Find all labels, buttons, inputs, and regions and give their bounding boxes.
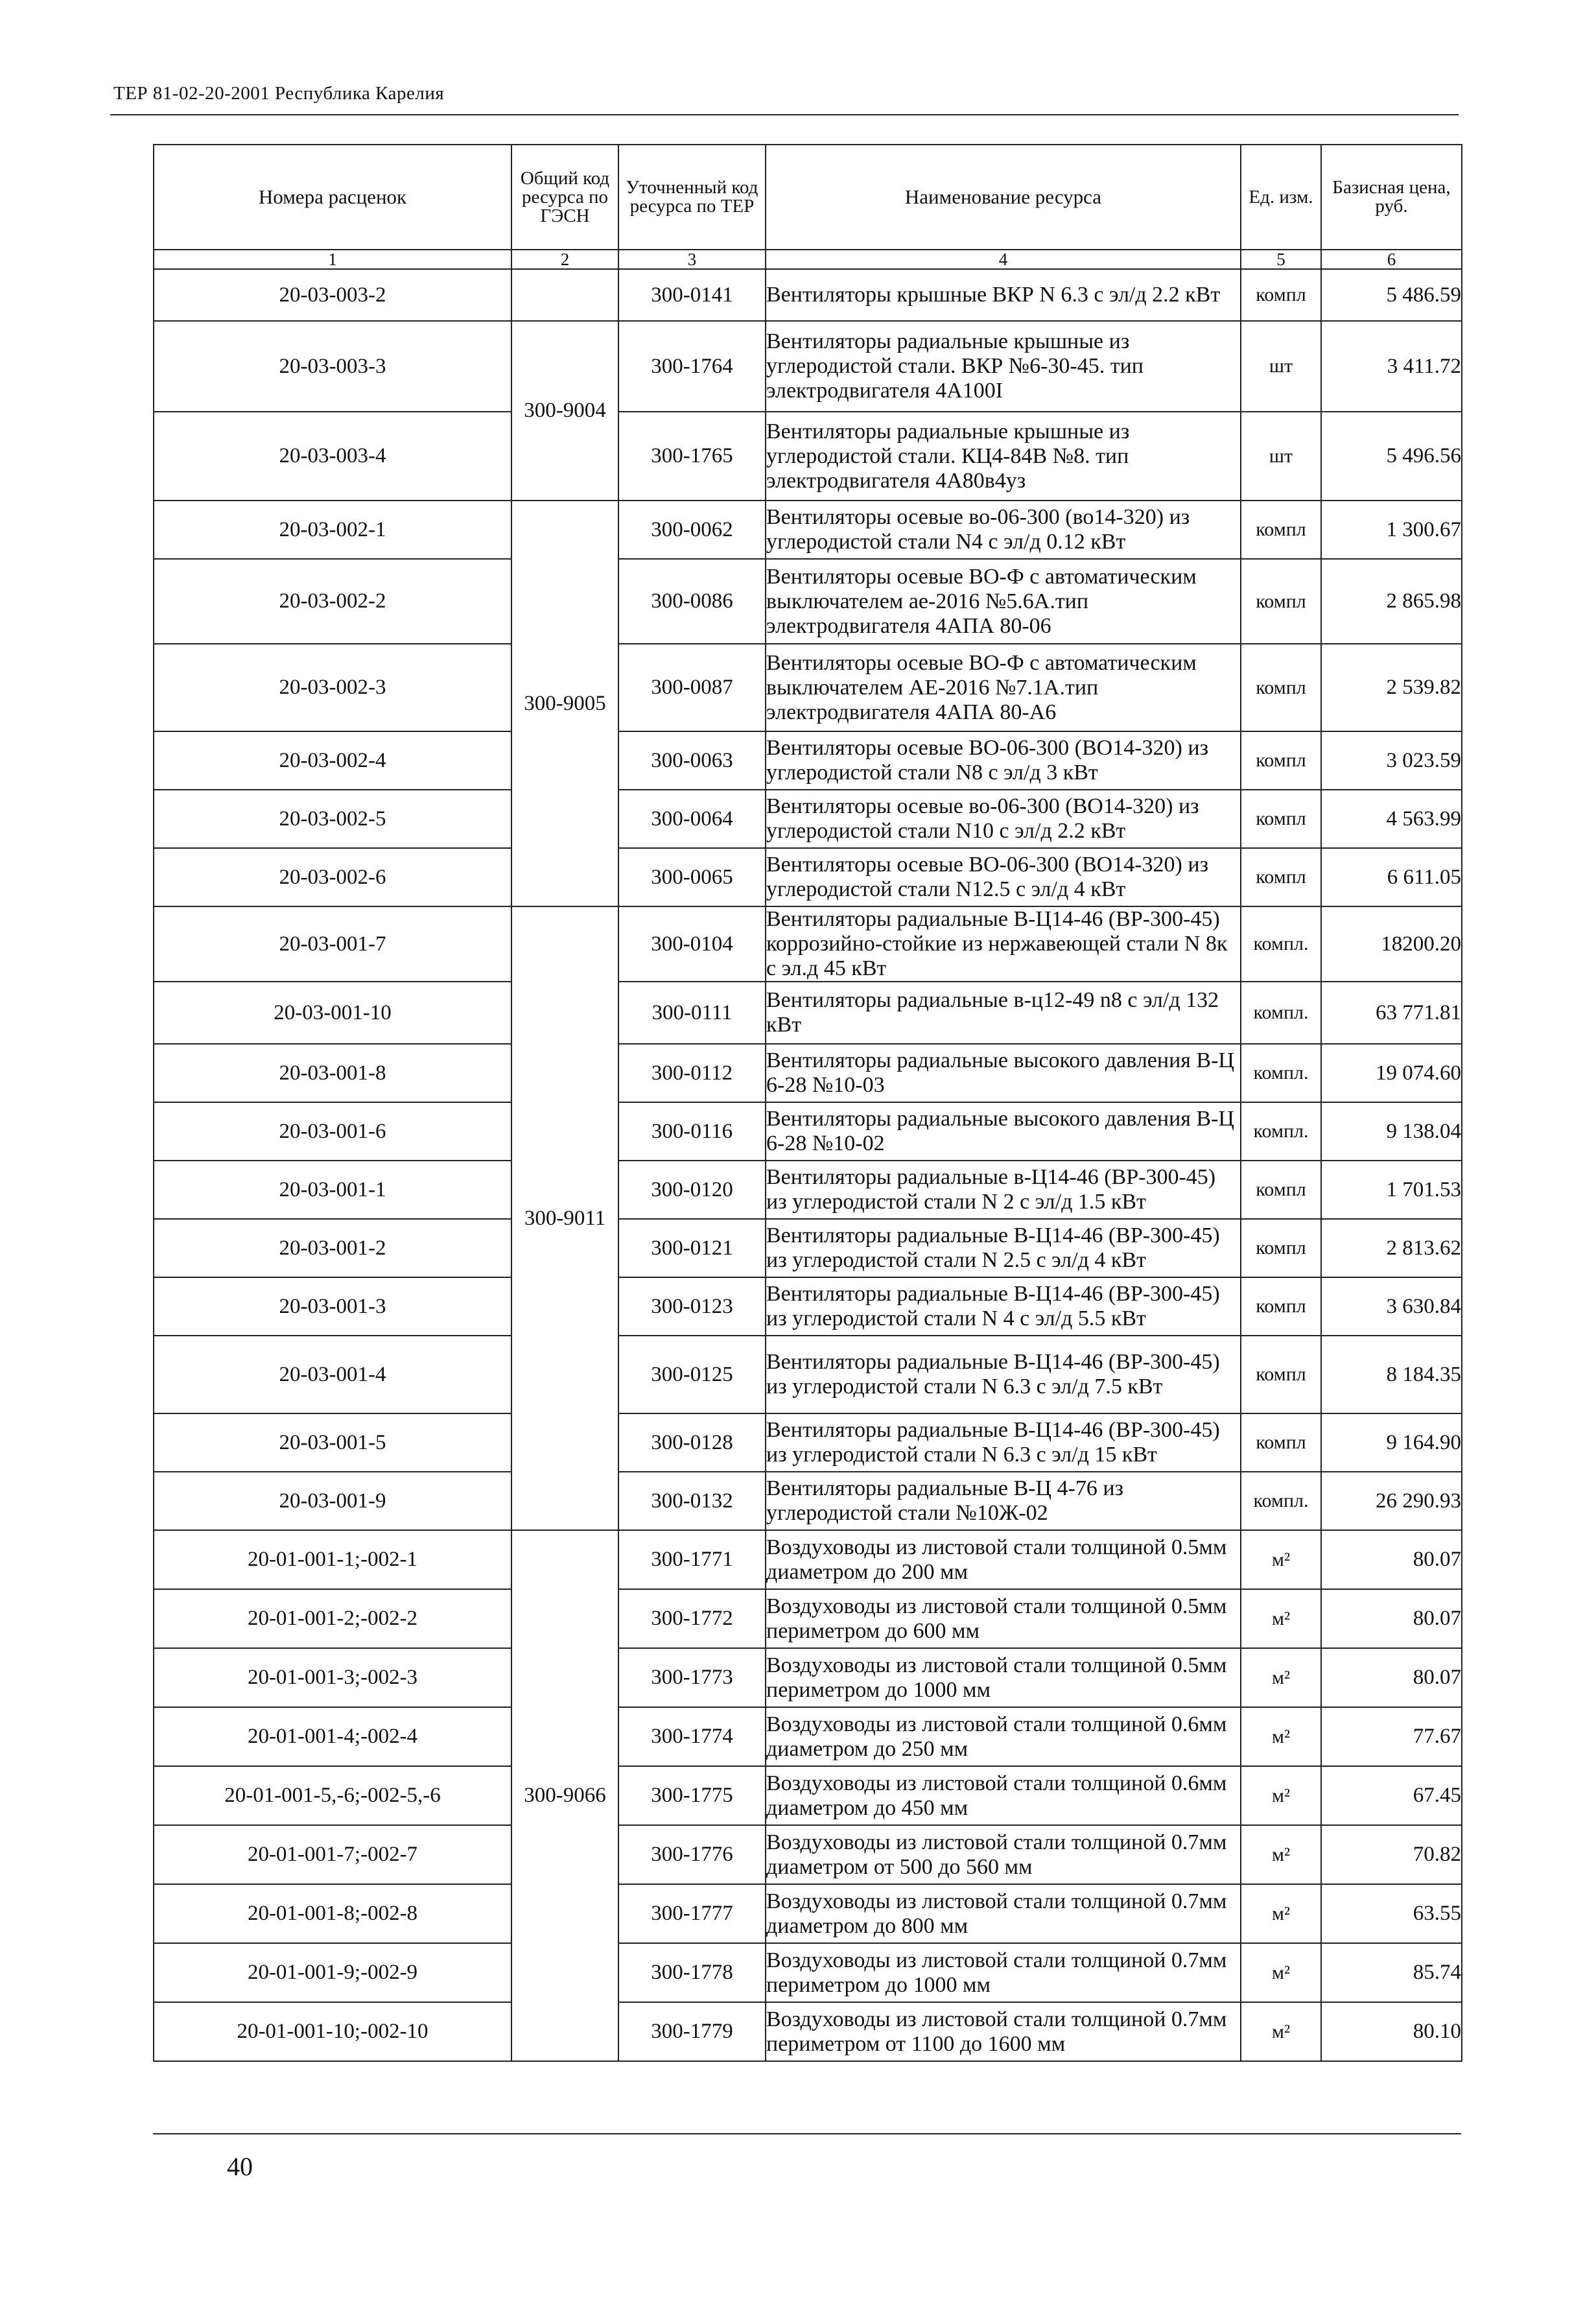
resource-name-cell: Вентиляторы осевые во-06-300 (ВО14-320) из углеродистой стали N10 с эл/д 2.2 кВт [766,790,1241,848]
table-body [154,269,1462,2061]
rate-number-cell: 20-01-001-1;-002-1 [154,1530,511,1589]
resource-name-cell: Вентиляторы осевые ВО-06-300 (ВО14-320) из углеродистой стали N8 с эл/д 3 кВт [766,731,1241,790]
price-cell: 85.74 [1321,1943,1462,2002]
unit-cell: компл [1241,790,1321,848]
ter-code-cell: 300-0120 [618,1161,766,1219]
unit-cell: компл [1241,269,1321,321]
rate-number-cell: 20-01-001-8;-002-8 [154,1884,511,1943]
table-row [154,1336,1462,1413]
ter-code-cell: 300-1778 [618,1943,766,2002]
unit-cell: м² [1241,1943,1321,2002]
price-cell: 77.67 [1321,1707,1462,1766]
table-row [154,2002,1462,2061]
ter-code-cell: 300-1773 [618,1648,766,1707]
table-row [154,848,1462,906]
ter-code-cell: 300-1777 [618,1884,766,1943]
rate-number-cell: 20-01-001-9;-002-9 [154,1943,511,2002]
column-number: 2 [511,250,618,269]
unit-cell: компл. [1241,906,1321,982]
footer-rule [153,2133,1461,2134]
rate-number-cell: 20-03-003-4 [154,412,511,501]
price-cell: 80.07 [1321,1648,1462,1707]
rate-number-cell: 20-03-001-9 [154,1472,511,1530]
ter-code-cell: 300-0123 [618,1277,766,1336]
price-cell: 3 630.84 [1321,1277,1462,1336]
unit-cell: компл [1241,559,1321,644]
ter-code-cell: 300-0111 [618,982,766,1044]
resource-name-cell: Воздуховоды из листовой стали толщиной 0.6мм диаметром до 450 мм [766,1766,1241,1825]
table-row [154,1943,1462,2002]
unit-cell: шт [1241,412,1321,501]
table-row [154,1530,1462,1589]
ter-code-cell: 300-0087 [618,644,766,731]
price-cell: 80.10 [1321,2002,1462,2061]
unit-cell: компл [1241,1336,1321,1413]
ter-code-cell: 300-0125 [618,1336,766,1413]
rate-number-cell: 20-03-001-7 [154,906,511,982]
resource-name-cell: Воздуховоды из листовой стали толщиной 0.5мм периметром до 600 мм [766,1589,1241,1648]
resource-name-cell: Воздуховоды из листовой стали толщиной 0.7мм диаметром от 500 до 560 мм [766,1825,1241,1884]
ter-code-cell: 300-0104 [618,906,766,982]
resource-name-cell: Воздуховоды из листовой стали толщиной 0.6мм диаметром до 250 мм [766,1707,1241,1766]
table-row [154,1413,1462,1472]
table-row [154,731,1462,790]
ter-code-cell: 300-0065 [618,848,766,906]
ter-code-cell: 300-0141 [618,269,766,321]
gesn-code-cell [511,269,618,321]
table-row [154,1161,1462,1219]
resource-name-cell: Вентиляторы радиальные в-Ц14-46 (ВР-300-45) из углеродистой стали N 2 с эл/д 1.5 кВт [766,1161,1241,1219]
unit-cell: компл [1241,1277,1321,1336]
resource-name-cell: Воздуховоды из листовой стали толщиной 0.7мм периметром до 1000 мм [766,1943,1241,2002]
table-row [154,1277,1462,1336]
table-row [154,269,1462,321]
table-row [154,1766,1462,1825]
table-row [154,559,1462,644]
ter-code-cell: 300-0132 [618,1472,766,1530]
resource-name-cell: Вентиляторы осевые ВО-Ф с автоматическим выключателем ае-2016 №5.6А.тип электродвигателя 4АПА 80-06 [766,559,1241,644]
resource-name-cell: Воздуховоды из листовой стали толщиной 0.7мм периметром от 1100 до 1600 мм [766,2002,1241,2061]
table-row [154,412,1462,501]
resource-table [153,144,1462,2062]
ter-code-cell: 300-1779 [618,2002,766,2061]
rate-number-cell: 20-03-003-2 [154,269,511,321]
column-number: 4 [766,250,1241,269]
price-cell: 2 813.62 [1321,1219,1462,1277]
resource-name-cell: Вентиляторы радиальные В-Ц14-46 (ВР-300-45) из углеродистой стали N 6.3 с эл/д 15 кВт [766,1413,1241,1472]
price-cell: 80.07 [1321,1530,1462,1589]
table-row [154,982,1462,1044]
header-rate-numbers: Номера расценок [154,145,511,250]
price-cell: 2 865.98 [1321,559,1462,644]
gesn-code-cell: 300-9004 [511,321,618,501]
ter-code-cell: 300-1772 [618,1589,766,1648]
unit-cell: компл [1241,501,1321,559]
rate-number-cell: 20-01-001-5,-6;-002-5,-6 [154,1766,511,1825]
header-ter-code: Уточненный код ресурса по ТЕР [618,145,766,250]
resource-name-cell: Вентиляторы радиальные В-Ц14-46 (ВР-300-45) коррозийно-стойкие из нержавеющей стали N 8к с эл.д 45 кВт [766,906,1241,982]
rate-number-cell: 20-03-002-5 [154,790,511,848]
ter-code-cell: 300-1774 [618,1707,766,1766]
gesn-code-cell: 300-9005 [511,501,618,906]
resource-name-cell: Воздуховоды из листовой стали толщиной 0.5мм диаметром до 200 мм [766,1530,1241,1589]
table-row [154,1219,1462,1277]
rate-number-cell: 20-01-001-7;-002-7 [154,1825,511,1884]
unit-cell: м² [1241,1648,1321,1707]
header-rule [110,114,1459,115]
rate-number-cell: 20-03-001-10 [154,982,511,1044]
ter-code-cell: 300-0086 [618,559,766,644]
resource-name-cell: Воздуховоды из листовой стали толщиной 0.7мм диаметром до 800 мм [766,1884,1241,1943]
ter-code-cell: 300-0116 [618,1102,766,1161]
ter-code-cell: 300-0121 [618,1219,766,1277]
rate-number-cell: 20-03-001-2 [154,1219,511,1277]
table-row [154,1707,1462,1766]
price-cell: 63 771.81 [1321,982,1462,1044]
page-header: ТЕР 81-02-20-2001 Республика Карелия [113,83,445,104]
rate-number-cell: 20-03-002-3 [154,644,511,731]
price-cell: 6 611.05 [1321,848,1462,906]
ter-code-cell: 300-1765 [618,412,766,501]
rate-number-cell: 20-01-001-4;-002-4 [154,1707,511,1766]
rate-number-cell: 20-03-001-6 [154,1102,511,1161]
rate-number-cell: 20-03-001-4 [154,1336,511,1413]
table-row [154,1044,1462,1102]
resource-name-cell: Вентиляторы радиальные высокого давления В-Ц 6-28 №10-03 [766,1044,1241,1102]
rate-number-cell: 20-03-002-4 [154,731,511,790]
unit-cell: м² [1241,1530,1321,1589]
price-cell: 70.82 [1321,1825,1462,1884]
price-cell: 18200.20 [1321,906,1462,982]
rate-number-cell: 20-03-002-2 [154,559,511,644]
resource-name-cell: Вентиляторы радиальные в-ц12-49 n8 с эл/д 132 кВт [766,982,1241,1044]
price-cell: 5 496.56 [1321,412,1462,501]
unit-cell: м² [1241,1825,1321,1884]
unit-cell: компл. [1241,982,1321,1044]
table-row [154,1472,1462,1530]
price-cell: 8 184.35 [1321,1336,1462,1413]
price-cell: 63.55 [1321,1884,1462,1943]
resource-name-cell: Вентиляторы крышные ВКР N 6.3 с эл/д 2.2 кВт [766,269,1241,321]
rate-number-cell: 20-03-001-5 [154,1413,511,1472]
header-gesn-code: Общий код ресурса по ГЭСН [511,145,618,250]
table-row [154,790,1462,848]
resource-name-cell: Вентиляторы радиальные В-Ц14-46 (ВР-300-45) из углеродистой стали N 2.5 с эл/д 4 кВт [766,1219,1241,1277]
resource-name-cell: Вентиляторы радиальные крышные из углеродистой стали. ВКР №6-30-45. тип электродвигателя 4А100I [766,321,1241,412]
price-cell: 1 300.67 [1321,501,1462,559]
ter-code-cell: 300-1776 [618,1825,766,1884]
price-cell: 1 701.53 [1321,1161,1462,1219]
rate-number-cell: 20-03-003-3 [154,321,511,412]
gesn-code-cell: 300-9066 [511,1530,618,2061]
ter-code-cell: 300-0062 [618,501,766,559]
ter-code-cell: 300-0128 [618,1413,766,1472]
price-cell: 80.07 [1321,1589,1462,1648]
resource-name-cell: Вентиляторы осевые ВО-Ф с автоматическим выключателем АЕ-2016 №7.1А.тип электродвигателя 4АПА 80-А6 [766,644,1241,731]
ter-code-cell: 300-0064 [618,790,766,848]
price-cell: 2 539.82 [1321,644,1462,731]
rate-number-cell: 20-03-001-1 [154,1161,511,1219]
column-number: 3 [618,250,766,269]
column-number: 1 [154,250,511,269]
unit-cell: компл [1241,644,1321,731]
table-row [154,906,1462,982]
unit-cell: компл [1241,1161,1321,1219]
price-cell: 4 563.99 [1321,790,1462,848]
resource-name-cell: Вентиляторы осевые во-06-300 (во14-320) из углеродистой стали N4 с эл/д 0.12 кВт [766,501,1241,559]
resource-name-cell: Вентиляторы радиальные В-Ц 4-76 из углеродистой стали №10Ж-02 [766,1472,1241,1530]
price-cell: 9 164.90 [1321,1413,1462,1472]
unit-cell: м² [1241,1707,1321,1766]
column-number: 6 [1321,250,1462,269]
table-row [154,1589,1462,1648]
table-row [154,644,1462,731]
resource-name-cell: Вентиляторы радиальные В-Ц14-46 (ВР-300-45) из углеродистой стали N 4 с эл/д 5.5 кВт [766,1277,1241,1336]
rate-number-cell: 20-01-001-10;-002-10 [154,2002,511,2061]
unit-cell: м² [1241,1589,1321,1648]
table-row [154,1102,1462,1161]
unit-cell: компл [1241,1219,1321,1277]
header-resource-name: Наименование ресурса [766,145,1241,250]
table-row [154,1825,1462,1884]
price-cell: 5 486.59 [1321,269,1462,321]
rate-number-cell: 20-03-002-6 [154,848,511,906]
price-cell: 26 290.93 [1321,1472,1462,1530]
resource-name-cell: Вентиляторы радиальные В-Ц14-46 (ВР-300-45) из углеродистой стали N 6.3 с эл/д 7.5 кВт [766,1336,1241,1413]
ter-code-cell: 300-1764 [618,321,766,412]
unit-cell: м² [1241,2002,1321,2061]
unit-cell: компл. [1241,1044,1321,1102]
ter-code-cell: 300-1775 [618,1766,766,1825]
resource-name-cell: Вентиляторы осевые ВО-06-300 (ВО14-320) из углеродистой стали N12.5 с эл/д 4 кВт [766,848,1241,906]
gesn-code-cell: 300-9011 [511,906,618,1530]
ter-code-cell: 300-1771 [618,1530,766,1589]
rate-number-cell: 20-01-001-3;-002-3 [154,1648,511,1707]
table-header-row [154,145,1462,250]
header-unit: Ед. изм. [1241,145,1321,250]
price-cell: 3 023.59 [1321,731,1462,790]
table-row [154,1648,1462,1707]
resource-name-cell: Вентиляторы радиальные крышные из углеродистой стали. КЦ4-84В №8. тип электродвигателя 4А80в4уз [766,412,1241,501]
price-cell: 67.45 [1321,1766,1462,1825]
rate-number-cell: 20-03-001-8 [154,1044,511,1102]
unit-cell: компл [1241,731,1321,790]
unit-cell: м² [1241,1766,1321,1825]
rate-number-cell: 20-03-002-1 [154,501,511,559]
header-base-price: Базисная цена, руб. [1321,145,1462,250]
unit-cell: компл. [1241,1472,1321,1530]
resource-name-cell: Воздуховоды из листовой стали толщиной 0.5мм периметром до 1000 мм [766,1648,1241,1707]
page-number: 40 [227,2152,253,2181]
unit-cell: компл [1241,848,1321,906]
rate-number-cell: 20-01-001-2;-002-2 [154,1589,511,1648]
column-number-row [154,250,1462,269]
table-row [154,501,1462,559]
table-row [154,1884,1462,1943]
price-cell: 3 411.72 [1321,321,1462,412]
price-cell: 9 138.04 [1321,1102,1462,1161]
unit-cell: компл [1241,1413,1321,1472]
column-number: 5 [1241,250,1321,269]
table-row [154,321,1462,412]
price-cell: 19 074.60 [1321,1044,1462,1102]
ter-code-cell: 300-0063 [618,731,766,790]
resource-name-cell: Вентиляторы радиальные высокого давления В-Ц 6-28 №10-02 [766,1102,1241,1161]
unit-cell: компл. [1241,1102,1321,1161]
unit-cell: шт [1241,321,1321,412]
rate-number-cell: 20-03-001-3 [154,1277,511,1336]
ter-code-cell: 300-0112 [618,1044,766,1102]
unit-cell: м² [1241,1884,1321,1943]
